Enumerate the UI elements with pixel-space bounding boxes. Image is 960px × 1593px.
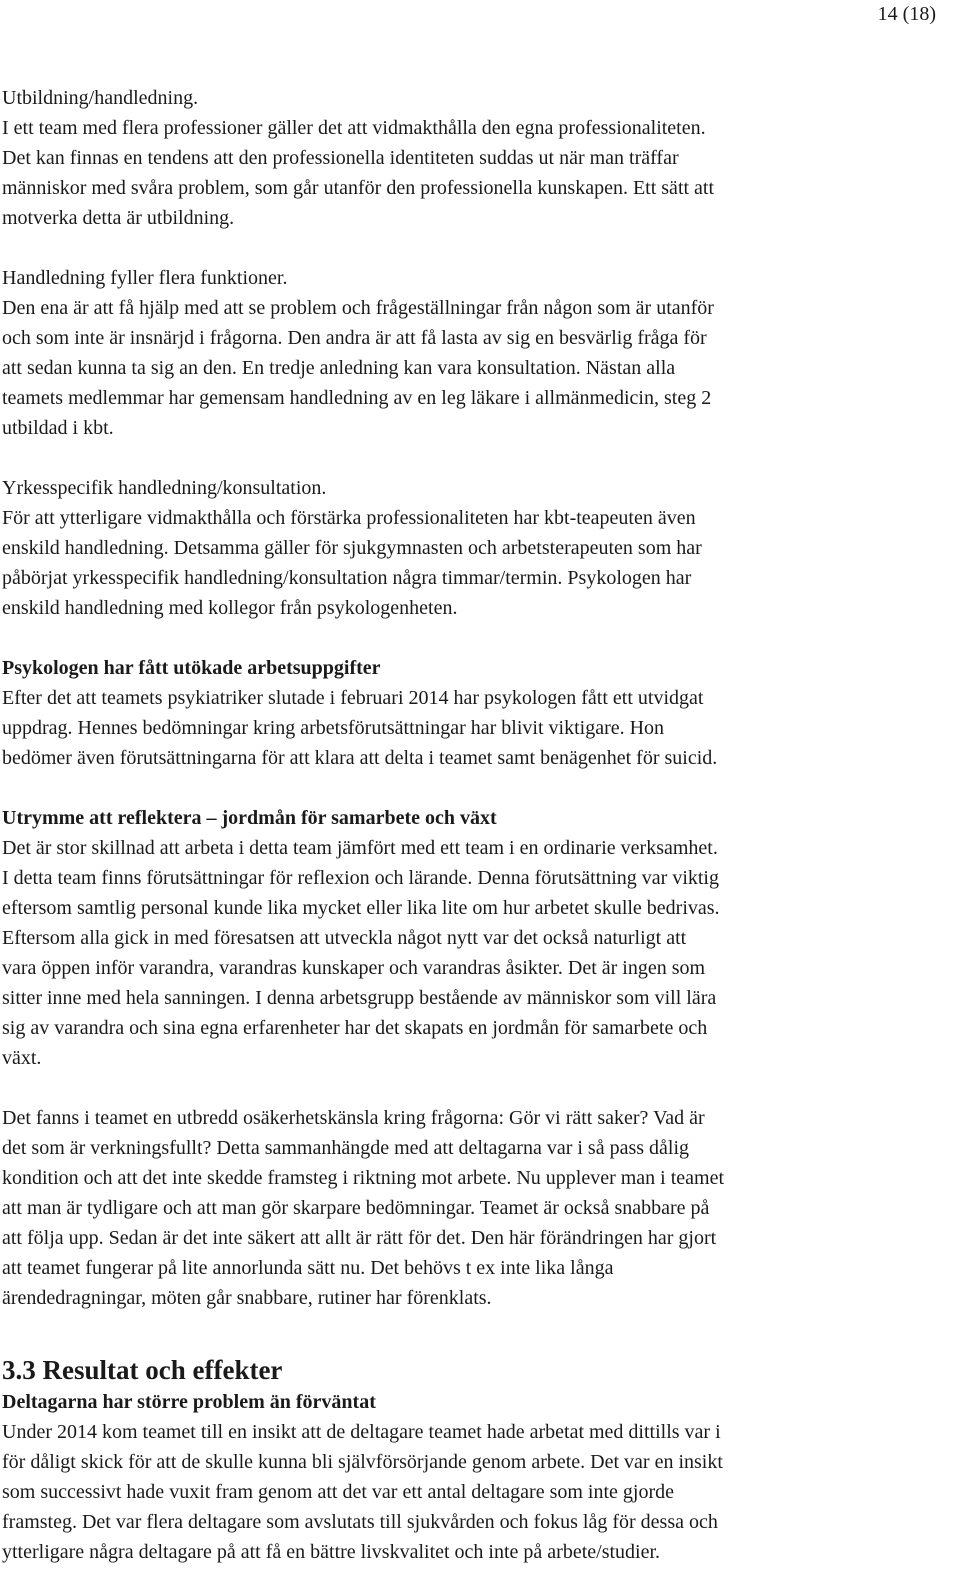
spacer: [2, 1073, 947, 1103]
section-body-utrymme: Det är stor skillnad att arbeta i detta team jämfört med ett team i en ordinarie verksamhet. I detta team finns förutsättningar för reflexion och lärande. Denna förutsättning var viktig eftersom samtlig personal kunde lika mycket eller lika lite om hur arbetet skulle bedrivas. Eftersom alla gick in med föresatsen att utveckla något nytt var det också naturligt att vara öppen inför varandra, varandras kunskaper och varandras åsikter. Det är ingen som sitter inne med hela sanningen. I denna arbetsgrupp bestående av människor som vill lära sig av varandra och sina egna erfarenheter har det skapats en jordmån för samarbete och växt.: [2, 837, 720, 1069]
section-body-psykologen: Efter det att teamets psykiatriker slutade i februari 2014 har psykologen fått ett utvidgat uppdrag. Hennes bedömningar kring arbetsförutsättningar har blivit viktigare. Hon bedömer även förutsättningarna för att klara att delta i teamet samt benägenhet för suicid.: [2, 687, 718, 769]
page-number: 14 (18): [877, 3, 936, 25]
spacer: [2, 233, 947, 263]
spacer: [2, 443, 947, 473]
chapter-heading-resultat: 3.3 Resultat och effekter: [2, 1355, 283, 1385]
document-body: [2, 83, 947, 1567]
spacer: [2, 623, 947, 653]
section-body-yrkesspecifik: För att ytterligare vidmakthålla och förstärka professionaliteten har kbt-teapeuten även enskild handledning. Detsamma gäller för sjukgymnasten och arbetsterapeuten som har påbörjat yrkesspecifik handledning/konsultation några timmar/termin. Psykologen har enskild handledning med kollegor från psykologenheten.: [2, 507, 702, 619]
section-body-utbildning: I ett team med flera professioner gäller det att vidmakthålla den egna professionaliteten. Det kan finnas en tendens att den professionella identiteten suddas ut när man träffar människor med svåra problem, som går utanför den professionella kunskapen. Ett sätt att motverka detta är utbildning.: [2, 117, 715, 229]
spacer: [2, 1313, 947, 1343]
section-title-utbildning: Utbildning/handledning.: [2, 87, 199, 109]
section-body-deltagarna: Under 2014 kom teamet till en insikt att de deltagare teamet hade arbetat med dittills var i för dåligt skick för att de skulle kunna bli självförsörjande genom arbete. Det var en insikt som successivt hade vuxit fram genom att det var ett antal deltagare som inte gjorde framsteg. Det var flera deltagare som avslutats till sjukvården och fokus låg för dessa och ytterligare några deltagare på att få en bättre livskvalitet och inte på arbete/studier.: [2, 1421, 723, 1563]
section-body-osakerhet: Det fanns i teamet en utbredd osäkerhetskänsla kring frågorna: Gör vi rätt saker? Vad är det som är verkningsfullt? Detta sammanhängde med att deltagarna var i så pass dålig kondition och att det inte skedde framsteg i riktning mot arbete. Nu upplever man i teamet att man är tydligare och att man gör skarpare bedömningar. Teamet är också snabbare på att följa upp. Sedan är det inte säkert att allt är rätt för det. Den här förändringen har gjort att teamet fungerar på lite annorlunda sätt nu. Det behövs t ex inte lika långa ärendedragningar, möten går snabbare, rutiner har förenklats.: [2, 1107, 725, 1309]
section-body-handledning: Den ena är att få hjälp med att se problem och frågeställningar från någon som är utanför och som inte är insnärjd i frågorna. Den andra är att få lasta av sig en besvärlig fråga för att sedan kunna ta sig an den. En tredje anledning kan vara konsultation. Nästan alla teamets medlemmar har gemensam handledning av en leg läkare i allmänmedicin, steg 2 utbildad i kbt.: [2, 297, 714, 439]
spacer: [2, 773, 947, 803]
section-title-utrymme: Utrymme att reflektera – jordmån för samarbete och växt: [2, 807, 497, 829]
section-title-yrkesspecifik: Yrkesspecifik handledning/konsultation.: [2, 477, 327, 499]
section-title-psykologen: Psykologen har fått utökade arbetsuppgifter: [2, 657, 381, 679]
section-title-handledning: Handledning fyller flera funktioner.: [2, 267, 288, 289]
section-title-deltagarna: Deltagarna har större problem än förväntat: [2, 1391, 376, 1413]
